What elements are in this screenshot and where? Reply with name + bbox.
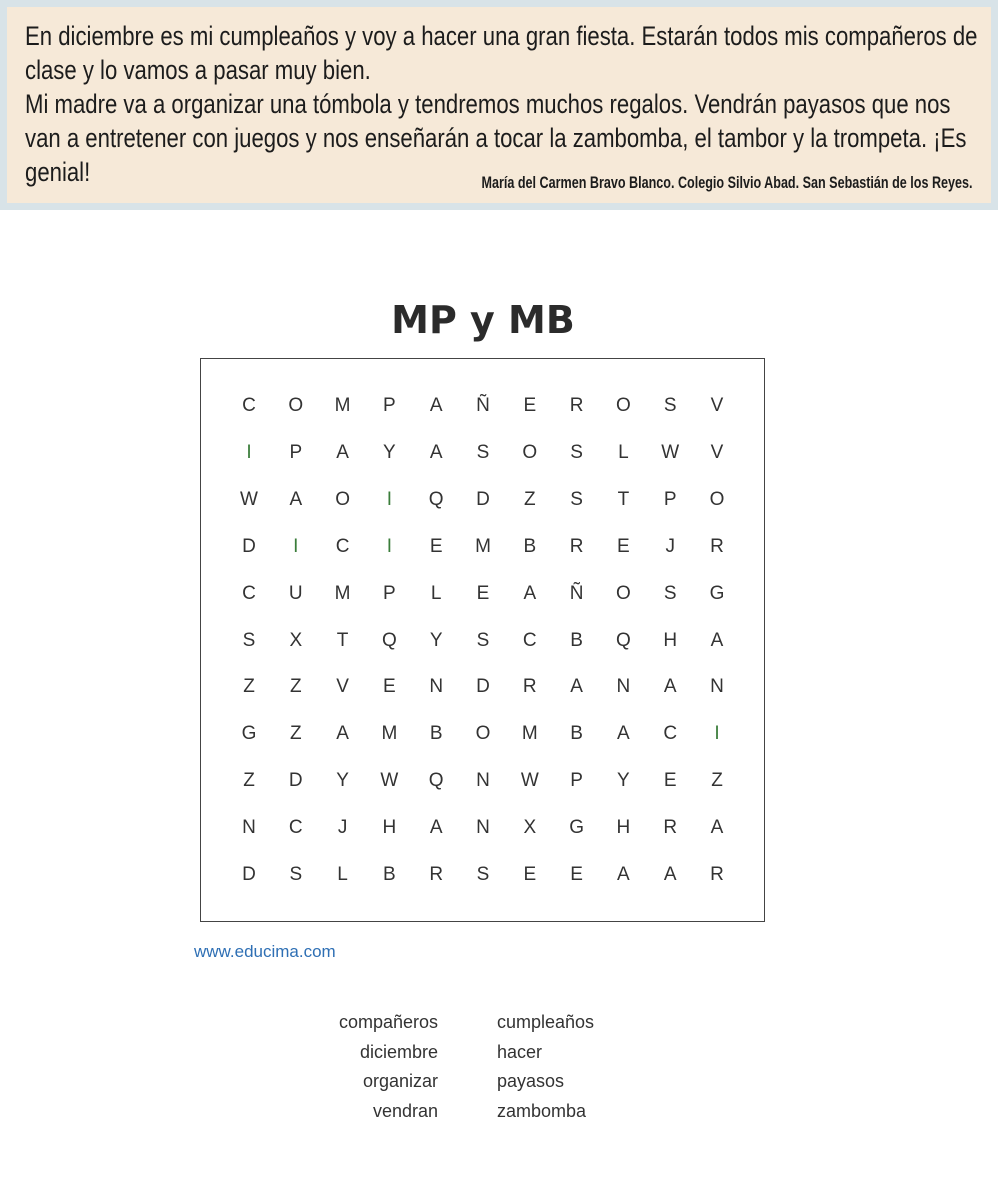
grid-letter[interactable]: W xyxy=(520,770,539,792)
grid-letter[interactable]: S xyxy=(663,395,677,416)
grid-letter[interactable]: I xyxy=(386,535,393,557)
grid-letter[interactable]: O xyxy=(616,582,631,604)
grid-letter[interactable]: A xyxy=(710,817,724,839)
grid-letter[interactable]: I xyxy=(246,441,252,463)
grid-letter[interactable]: E xyxy=(663,770,677,792)
grid-letter[interactable]: G xyxy=(241,723,257,745)
grid-letter[interactable]: O xyxy=(709,488,725,510)
grid-letter[interactable]: W xyxy=(380,770,399,792)
grid-letter[interactable]: L xyxy=(430,582,442,604)
grid-letter[interactable]: S xyxy=(242,629,256,651)
grid-letter[interactable]: V xyxy=(336,676,349,698)
grid-letter[interactable]: L xyxy=(337,864,348,885)
grid-letter[interactable]: R xyxy=(710,535,724,557)
grid-letter[interactable]: C xyxy=(522,629,537,651)
word-item: compañeros xyxy=(338,1012,438,1032)
grid-letter[interactable]: L xyxy=(618,441,629,463)
word-item: organizar xyxy=(362,1071,438,1091)
grid-letter[interactable]: E xyxy=(617,535,630,557)
grid-row xyxy=(201,723,764,753)
puzzle-title: MP y MB xyxy=(391,298,575,342)
grid-letter[interactable]: D xyxy=(476,676,490,698)
story-paragraph-2: Mi madre va a organizar una tómbola y tendremos muchos regalos. Vendrán payasos que nos van a entretener con juegos y nos enseñarán a tocar la zambomba, el tambor y la trompeta. ¡Es genial! xyxy=(25,89,967,187)
word-item: hacer xyxy=(497,1041,543,1062)
grid-row xyxy=(201,536,764,566)
grid-letter[interactable]: Q xyxy=(616,629,631,651)
grid-row xyxy=(201,395,764,425)
grid-letter[interactable]: B xyxy=(383,864,396,885)
grid-letter[interactable]: S xyxy=(570,488,583,510)
grid-letter[interactable]: R xyxy=(569,395,584,416)
grid-letter[interactable]: E xyxy=(383,676,396,698)
grid-row xyxy=(201,489,764,519)
grid-letter[interactable]: N xyxy=(476,770,490,792)
grid-letter[interactable]: E xyxy=(429,535,443,557)
grid-letter[interactable]: A xyxy=(429,817,443,839)
word-search-grid xyxy=(200,358,765,922)
grid-letter[interactable]: R xyxy=(663,817,678,839)
grid-letter[interactable]: Y xyxy=(336,770,349,792)
grid-letter[interactable]: W xyxy=(240,488,258,510)
grid-letter[interactable]: U xyxy=(288,582,303,604)
grid-letter[interactable]: B xyxy=(570,723,583,745)
grid-letter[interactable]: S xyxy=(289,864,303,885)
grid-letter[interactable]: E xyxy=(523,395,537,416)
grid-row xyxy=(201,770,764,800)
grid-letter[interactable]: S xyxy=(476,629,490,651)
grid-letter[interactable]: X xyxy=(523,817,537,839)
grid-letter[interactable]: I xyxy=(293,535,299,557)
grid-letter[interactable]: E xyxy=(570,864,583,885)
grid-row xyxy=(201,442,764,472)
grid-letter[interactable]: Q xyxy=(428,488,444,510)
grid-letter[interactable]: A xyxy=(429,441,443,463)
grid-letter[interactable]: A xyxy=(429,395,443,416)
word-list-left xyxy=(339,1008,438,1126)
grid-letter[interactable]: Z xyxy=(243,770,255,792)
grid-letter[interactable]: G xyxy=(709,582,725,604)
grid-letter[interactable]: N xyxy=(710,676,724,698)
grid-row xyxy=(201,817,764,847)
grid-letter[interactable]: O xyxy=(475,723,491,745)
grid-letter[interactable]: M xyxy=(475,535,491,557)
grid-letter[interactable]: E xyxy=(523,864,537,885)
grid-letter[interactable]: N xyxy=(616,676,631,698)
grid-letter[interactable]: D xyxy=(242,535,256,557)
story-paragraph-1: En diciembre es mi cumpleaños y voy a hacer una gran fiesta. Estarán todos mis compañeros de clase y lo vamos a pasar muy bien. xyxy=(25,21,978,85)
grid-letter[interactable]: V xyxy=(710,395,724,416)
grid-row xyxy=(201,864,764,894)
grid-letter[interactable]: I xyxy=(386,488,393,510)
grid-letter[interactable]: M xyxy=(334,395,351,416)
grid-letter[interactable]: H xyxy=(663,629,678,651)
grid-letter[interactable]: S xyxy=(570,441,583,463)
grid-letter[interactable]: Y xyxy=(383,441,396,463)
grid-letter[interactable]: R xyxy=(522,676,537,698)
grid-letter[interactable]: P xyxy=(663,488,677,510)
grid-row xyxy=(201,630,764,660)
grid-letter[interactable]: Z xyxy=(289,676,302,698)
grid-letter[interactable]: A xyxy=(710,629,724,651)
grid-letter[interactable]: C xyxy=(242,582,256,604)
grid-letter[interactable]: O xyxy=(522,441,538,463)
grid-letter[interactable]: N xyxy=(476,817,490,839)
grid-letter[interactable]: C xyxy=(288,817,303,839)
grid-letter[interactable]: P xyxy=(383,582,396,604)
grid-letter[interactable]: A xyxy=(617,723,630,745)
grid-letter[interactable]: A xyxy=(336,723,349,745)
grid-letter[interactable]: A xyxy=(523,582,537,604)
grid-letter[interactable]: A xyxy=(336,441,349,463)
grid-letter[interactable]: O xyxy=(288,395,304,416)
grid-letter[interactable]: M xyxy=(381,723,398,745)
grid-letter[interactable]: E xyxy=(476,582,490,604)
story-credit: María del Carmen Bravo Blanco. Colegio Silvio Abad. San Sebastián de los Reyes. xyxy=(481,173,973,192)
grid-letter[interactable]: B xyxy=(523,535,537,557)
grid-letter[interactable]: T xyxy=(336,629,349,651)
grid-letter[interactable]: R xyxy=(569,535,584,557)
grid-letter[interactable]: D xyxy=(242,864,256,885)
grid-letter[interactable]: X xyxy=(289,629,303,651)
grid-letter[interactable]: W xyxy=(661,441,680,463)
grid-letter[interactable]: P xyxy=(383,395,396,416)
grid-letter[interactable]: A xyxy=(617,864,630,885)
grid-letter[interactable]: H xyxy=(616,817,631,839)
word-item: zambomba xyxy=(497,1100,587,1121)
grid-letter[interactable]: J xyxy=(337,817,348,839)
grid-letter[interactable]: S xyxy=(476,441,490,463)
grid-row xyxy=(201,676,764,706)
grid-letter[interactable]: D xyxy=(288,770,303,792)
grid-letter[interactable]: C xyxy=(335,535,350,557)
grid-letter[interactable]: O xyxy=(616,395,631,416)
grid-letter[interactable]: Z xyxy=(523,488,536,510)
word-list-right xyxy=(497,1008,594,1126)
grid-letter[interactable]: Z xyxy=(289,723,302,745)
grid-letter[interactable]: Ñ xyxy=(569,582,584,604)
grid-letter[interactable]: C xyxy=(242,395,256,416)
grid-letter[interactable]: M xyxy=(521,723,538,745)
grid-letter[interactable]: T xyxy=(617,488,630,510)
word-item: vendran xyxy=(372,1100,438,1121)
grid-letter[interactable]: I xyxy=(714,723,720,745)
grid-letter[interactable]: D xyxy=(476,488,490,510)
grid-letter[interactable]: H xyxy=(382,817,397,839)
grid-letter[interactable]: R xyxy=(429,864,444,885)
grid-letter[interactable]: A xyxy=(570,676,583,698)
grid-letter[interactable]: V xyxy=(710,441,724,463)
word-item: diciembre xyxy=(359,1041,438,1062)
word-item: cumpleaños xyxy=(497,1012,595,1032)
grid-letter[interactable]: Q xyxy=(382,629,397,651)
grid-letter[interactable]: R xyxy=(710,864,724,885)
grid-letter[interactable]: J xyxy=(665,535,675,557)
grid-letter[interactable]: Q xyxy=(428,770,444,792)
grid-letter[interactable]: C xyxy=(663,723,678,745)
story-box xyxy=(0,0,998,210)
grid-letter[interactable]: S xyxy=(663,582,677,604)
grid-letter[interactable]: B xyxy=(570,629,583,651)
grid-letter[interactable]: B xyxy=(429,723,443,745)
grid-letter[interactable]: Y xyxy=(617,770,630,792)
grid-letter[interactable]: M xyxy=(334,582,351,604)
grid-letter[interactable]: N xyxy=(242,817,256,839)
grid-letter[interactable]: S xyxy=(476,864,490,885)
grid-letter[interactable]: Z xyxy=(711,770,723,792)
grid-letter[interactable]: Y xyxy=(429,629,443,651)
grid-letter[interactable]: A xyxy=(663,676,677,698)
grid-letter[interactable]: P xyxy=(570,770,583,792)
grid-letter[interactable]: A xyxy=(289,488,303,510)
grid-letter[interactable]: N xyxy=(429,676,444,698)
grid-letter[interactable]: G xyxy=(569,817,584,839)
grid-letter[interactable]: Ñ xyxy=(476,395,490,416)
educima-link[interactable]: www.educima.com xyxy=(194,942,336,961)
grid-letter[interactable]: P xyxy=(289,441,303,463)
grid-row xyxy=(201,583,764,613)
grid-letter[interactable]: A xyxy=(663,864,677,885)
grid-letter[interactable]: O xyxy=(335,488,350,510)
word-item: payasos xyxy=(497,1071,565,1091)
grid-letter[interactable]: Z xyxy=(243,676,255,698)
